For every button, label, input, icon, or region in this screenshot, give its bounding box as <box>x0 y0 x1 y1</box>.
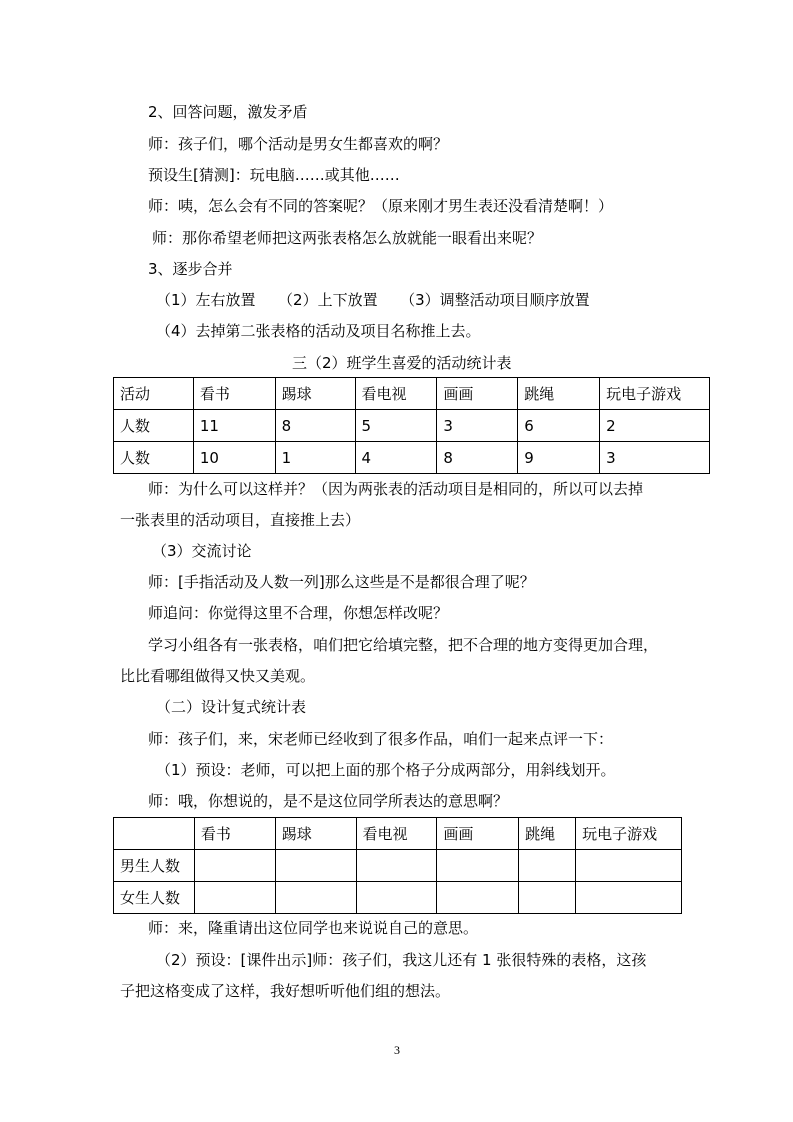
table-cell: 10 <box>193 442 275 474</box>
table-cell: 8 <box>437 442 518 474</box>
text-line: 师：咦，怎么会有不同的答案呢？（原来刚才男生表还没看清楚啊！） <box>148 197 614 215</box>
text-line: （1）预设：老师，可以把上面的那个格子分成两部分，用斜线划开。 <box>156 761 616 779</box>
page-number: 3 <box>394 1043 400 1057</box>
text-line: 师：[手指活动及人数一列]那么这些是不是都很合理了呢？ <box>148 573 535 591</box>
table-cell: 跳绳 <box>518 378 600 410</box>
text-line: 比比看哪组做得又快又美观。 <box>120 667 316 685</box>
text-line: 学习小组各有一张表格，咱们把它给填完整，把不合理的地方变得更加合理， <box>148 636 659 654</box>
table-cell: 画画 <box>437 378 518 410</box>
table-cell <box>356 882 437 914</box>
table-cell: 画画 <box>437 818 519 850</box>
table-cell: 11 <box>193 410 275 442</box>
heading-answer-questions: 2、回答问题，激发矛盾 <box>148 103 308 121</box>
table-cell <box>437 850 519 882</box>
table-cell: 人数 <box>114 442 194 474</box>
table-cell <box>194 882 275 914</box>
table-cell: 看电视 <box>355 378 437 410</box>
table-cell: 活动 <box>114 378 194 410</box>
heading-gradual-merge: 3、逐步合并 <box>148 260 233 278</box>
text-line: 师追问：你觉得这里不合理，你想怎样改呢？ <box>148 604 449 622</box>
table-row <box>114 378 710 410</box>
table-cell: 6 <box>518 410 600 442</box>
table-cell: 人数 <box>114 410 194 442</box>
table-cell: 8 <box>275 410 355 442</box>
text-line: 师：孩子们，哪个活动是男女生都喜欢的啊？ <box>148 135 449 153</box>
text-line: 师：哦，你想说的，是不是这位同学所表达的意思啊？ <box>148 792 509 810</box>
table-cell <box>437 882 519 914</box>
table-row <box>114 442 710 474</box>
table-cell: 玩电子游戏 <box>576 818 682 850</box>
table-cell <box>576 850 682 882</box>
table-cell: 看电视 <box>356 818 437 850</box>
table-caption: 三（2）班学生喜爱的活动统计表 <box>292 354 512 372</box>
table-cell: 踢球 <box>275 378 355 410</box>
table-cell: 玩电子游戏 <box>600 378 710 410</box>
table-cell: 3 <box>600 442 710 474</box>
table-row <box>114 410 710 442</box>
heading-design-table: （二）设计复式统计表 <box>156 698 307 716</box>
text-line: 一张表里的活动项目，直接推上去） <box>120 511 361 529</box>
table-cell <box>275 882 356 914</box>
compound-stats-table <box>113 817 682 914</box>
table-cell: 看书 <box>193 378 275 410</box>
text-line: 师：为什么可以这样并？（因为两张表的活动项目是相同的，所以可以去掉 <box>148 480 644 498</box>
table-cell: 跳绳 <box>519 818 576 850</box>
table-row <box>114 850 682 882</box>
table-cell: 3 <box>437 410 518 442</box>
table-cell <box>114 818 195 850</box>
table-row <box>114 818 682 850</box>
table-cell: 男生人数 <box>114 850 195 882</box>
table-cell <box>519 850 576 882</box>
table-cell: 1 <box>275 442 355 474</box>
table-cell: 看书 <box>194 818 275 850</box>
table-row <box>114 882 682 914</box>
text-line: 师：来，隆重请出这位同学也来说说自己的意思。 <box>148 919 479 937</box>
table-cell <box>194 850 275 882</box>
text-line: （4）去掉第二张表格的活动及项目名称推上去。 <box>156 322 481 340</box>
table-cell <box>275 850 356 882</box>
table-cell: 踢球 <box>275 818 356 850</box>
text-line: 预设生[猜测]：玩电脑……或其他…… <box>148 166 400 184</box>
table-cell: 9 <box>518 442 600 474</box>
text-line: 子把这格变成了这样，我好想听听他们组的想法。 <box>120 982 451 1000</box>
table-cell <box>576 882 682 914</box>
table-cell <box>519 882 576 914</box>
text-line: 师：孩子们，来，宋老师已经收到了很多作品，咱们一起来点评一下： <box>148 730 614 748</box>
table-cell: 女生人数 <box>114 882 195 914</box>
text-line: 师：那你希望老师把这两张表格怎么放就能一眼看出来呢？ <box>152 229 543 247</box>
table-cell: 5 <box>355 410 437 442</box>
text-line: （1）左右放置 （2）上下放置 （3）调整活动项目顺序放置 <box>156 291 590 309</box>
table-cell <box>356 850 437 882</box>
table-cell: 4 <box>355 442 437 474</box>
heading-discussion: （3）交流讨论 <box>152 542 252 560</box>
table-cell: 2 <box>600 410 710 442</box>
activity-stats-table <box>113 377 710 474</box>
text-line: （2）预设：[课件出示]师：孩子们，我这儿还有 1 张很特殊的表格，这孩 <box>156 951 647 969</box>
